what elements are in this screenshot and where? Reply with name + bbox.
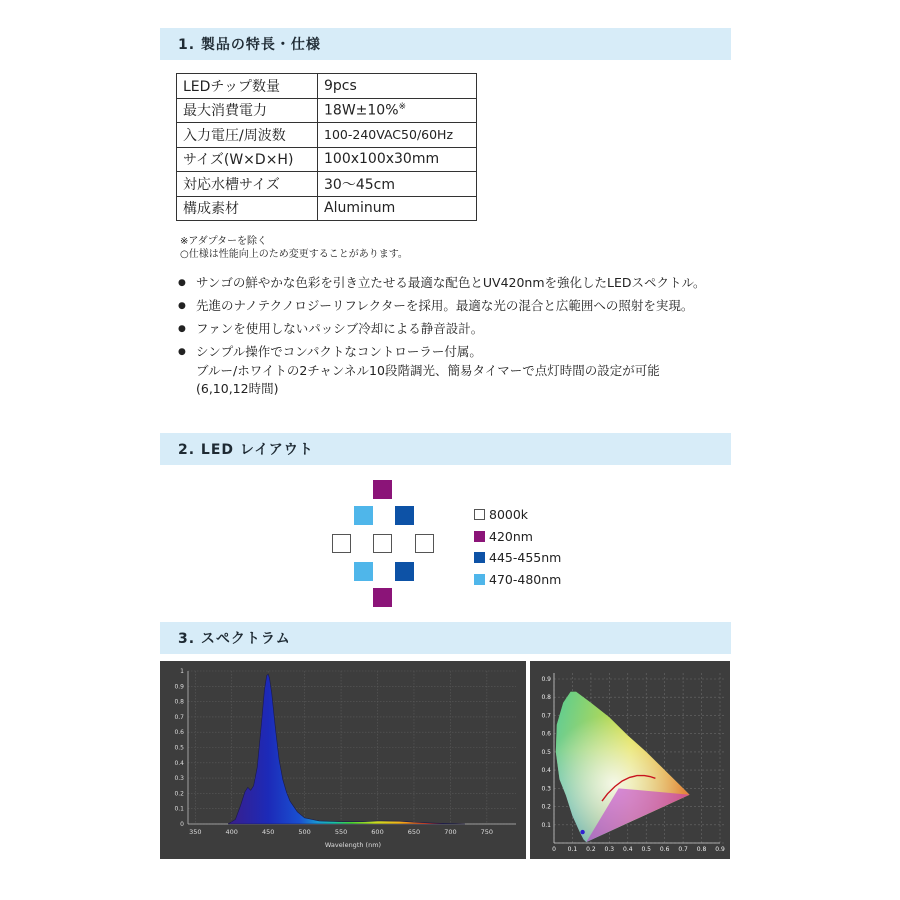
x-tick-label: 0.6: [659, 846, 670, 853]
x-tick-label: 0.9: [715, 846, 725, 853]
section-title: 3. スペクトラム: [178, 631, 291, 647]
y-tick-label: 0.5: [174, 744, 184, 752]
list-item: ● サンゴの鮮やかな色彩を引き立たせる最適な配色とUV420nmを強化したLEDスペクトル。: [178, 274, 738, 293]
spec-key: LEDチップ数量: [177, 74, 318, 99]
legend-item: [474, 569, 561, 591]
spectrum-chart: [160, 661, 526, 859]
y-tick-label: 0.7: [174, 713, 184, 721]
list-item: ● 先進のナノテクノロジーリフレクターを採用。最適な光の混合と広範囲への照射を実現。: [178, 297, 738, 316]
y-tick-label: 0.2: [541, 803, 551, 811]
spec-notes: [180, 235, 408, 261]
y-tick-label: 0.8: [541, 694, 551, 702]
x-tick-label: 0.8: [696, 846, 707, 853]
y-tick-label: 0.6: [541, 730, 551, 738]
spec-key: 最大消費電力: [177, 98, 318, 123]
led-8000k: [415, 534, 434, 553]
spec-value: 30〜45cm: [318, 172, 477, 197]
legend-label: 420nm: [489, 528, 533, 544]
section-title: 1. 製品の特長・仕様: [178, 37, 321, 53]
y-tick-label: 0.6: [174, 729, 184, 737]
y-tick-label: 0.4: [541, 767, 551, 775]
legend-item: [474, 526, 561, 548]
led-420nm: [373, 588, 392, 607]
y-tick-label: 0.3: [174, 775, 184, 783]
led-8000k: [373, 534, 392, 553]
spectrum-chart-panel: [160, 661, 526, 859]
list-item: ● シンプル操作でコンパクトなコントローラー付属。 ブルー/ホワイトの2チャンネル10段階調光、簡易タイマーで点灯時間の設定が可能 (6,10,12時間): [178, 343, 738, 399]
note-text: ※アダプターを除く: [180, 236, 267, 247]
x-tick-label: 550: [334, 828, 348, 836]
x-tick-label: 0.3: [604, 846, 615, 853]
legend-swatch: [474, 552, 485, 563]
x-tick-label: 350: [189, 828, 202, 836]
spec-key: 構成素材: [177, 196, 318, 221]
feature-list: [178, 274, 738, 403]
x-tick-label: 600: [371, 828, 384, 836]
spec-key: 対応水槽サイズ: [177, 172, 318, 197]
legend-item: [474, 504, 561, 526]
led-470-480nm: [354, 562, 373, 581]
table-row: [177, 147, 477, 172]
x-tick-label: 450: [261, 828, 275, 836]
x-tick-label: 400: [225, 828, 238, 836]
x-tick-label: 0.1: [567, 846, 578, 853]
spec-value-cell: [318, 98, 477, 123]
table-row: [177, 172, 477, 197]
legend-label: 445-455nm: [489, 550, 562, 565]
list-item: ● ファンを使用しないパッシブ冷却による静音設計。: [178, 320, 738, 339]
table-row: [177, 98, 477, 123]
section-title: 2. LED レイアウト: [178, 442, 314, 458]
legend-swatch: [474, 531, 485, 542]
x-tick-label: 0.4: [623, 846, 633, 853]
cie-chart-panel: [530, 661, 730, 859]
cie-gamut: [530, 661, 730, 859]
y-tick-label: 0.5: [541, 748, 551, 756]
spec-value: 100-240VAC50/60Hz: [318, 123, 477, 148]
x-tick-label: 0: [552, 846, 556, 853]
x-tick-label: 0.2: [586, 846, 596, 853]
led-445-455nm: [395, 562, 414, 581]
led-445-455nm: [395, 506, 414, 525]
spec-value: 9pcs: [318, 74, 477, 99]
y-tick-label: 0.4: [174, 759, 184, 767]
spec-value: 18W±10%: [324, 102, 399, 119]
spectrum-area: [228, 674, 465, 824]
cie-chart: [530, 661, 730, 859]
spec-table: [176, 73, 477, 221]
led-legend: [474, 504, 561, 590]
legend-label: 8000k: [489, 507, 529, 522]
legend-swatch: [474, 509, 485, 520]
section-header-led-layout: [160, 433, 731, 465]
spec-key: サイズ(W×D×H): [177, 147, 318, 172]
x-axis-label: Wavelength (nm): [324, 841, 382, 849]
spec-value: 100x100x30mm: [318, 147, 477, 172]
y-tick-label: 0.9: [174, 683, 184, 691]
spec-key: 入力電圧/周波数: [177, 123, 318, 148]
y-tick-label: 0: [180, 821, 184, 828]
y-tick-label: 0.1: [174, 805, 184, 813]
legend-label: 470-480nm: [489, 571, 562, 587]
spec-value: Aluminum: [318, 196, 477, 221]
y-tick-label: 0.9: [541, 676, 551, 683]
section-header-features: [160, 28, 731, 60]
legend-item: [474, 547, 561, 569]
section-header-spectrum: [160, 622, 731, 654]
table-row: [177, 196, 477, 221]
y-tick-label: 0.8: [174, 698, 184, 706]
legend-swatch: [474, 574, 485, 585]
x-tick-label: 0.7: [678, 846, 688, 853]
y-tick-label: 1: [180, 668, 184, 675]
chromaticity-point: [580, 830, 584, 834]
table-row: [177, 123, 477, 148]
x-tick-label: 750: [480, 828, 494, 836]
led-8000k: [332, 534, 351, 553]
y-tick-label: 0.7: [541, 712, 551, 720]
y-tick-label: 0.2: [174, 790, 184, 798]
led-470-480nm: [354, 506, 373, 525]
x-tick-label: 700: [444, 828, 457, 836]
x-tick-label: 0.5: [641, 846, 651, 853]
table-row: [177, 74, 477, 99]
led-420nm: [373, 480, 392, 499]
x-tick-label: 650: [407, 828, 421, 836]
note-text: ○仕様は性能向上のため変更することがあります。: [180, 249, 408, 260]
y-tick-label: 0.3: [541, 785, 551, 793]
footnote-mark: ※: [398, 101, 407, 112]
y-tick-label: 0.1: [541, 821, 551, 829]
x-tick-label: 500: [298, 828, 311, 836]
